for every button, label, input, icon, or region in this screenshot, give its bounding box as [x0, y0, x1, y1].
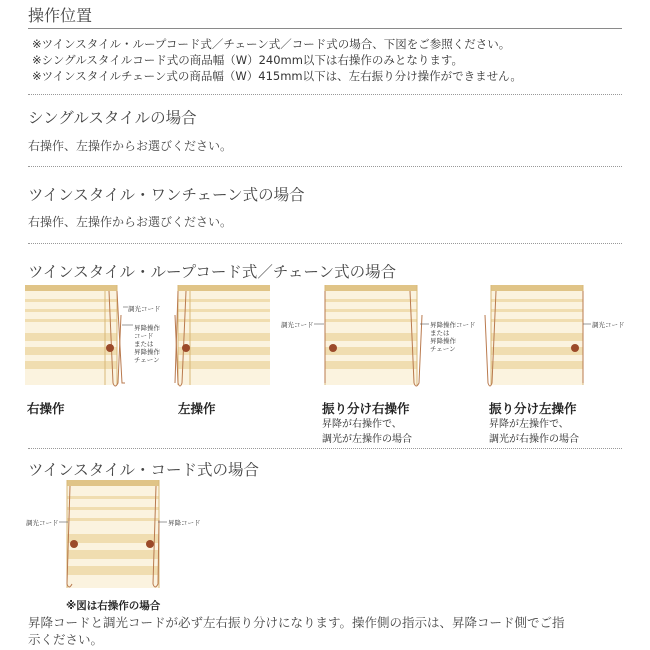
twin-one-chain-text: 右操作、左操作からお選びください。 — [28, 215, 233, 229]
divider — [28, 166, 622, 167]
cord-lift-line: 昇降操作 — [134, 348, 160, 356]
blind-diagram-split-left — [488, 285, 598, 390]
leader-line — [105, 320, 135, 330]
blind-diagram-left — [175, 285, 275, 390]
twin-cord-text-1: 昇降コードと調光コードが必ず左右振り分けになります。操作側の指示は、昇降コード側でご指 — [28, 615, 565, 630]
divider — [28, 243, 622, 244]
note-1: ※ツインスタイル・ループコード式／チェーン式／コード式の場合、下図をご参照ください。 — [32, 37, 511, 51]
cord-lift-label — [134, 324, 160, 364]
leader-line — [580, 318, 594, 328]
cord-lift-label: 昇降コード — [168, 519, 201, 527]
divider — [28, 94, 622, 95]
cord-lift-line: 昇降操作コード — [430, 321, 476, 329]
cord-lift-line: 昇降操作 — [134, 324, 160, 332]
twin-loop-heading: ツインスタイル・ループコード式／チェーン式の場合 — [28, 263, 397, 281]
leader-line — [105, 303, 135, 313]
cord-light-label: 調光コード — [26, 519, 59, 527]
diagram-label-split-left: 振り分け左操作 — [489, 401, 577, 416]
diagram-label-split-right: 振り分け右操作 — [322, 401, 410, 416]
cord-light-label: 調光コード — [592, 321, 625, 329]
leader-line — [155, 516, 169, 526]
note-3: ※ツインスタイルチェーン式の商品幅（W）415mm以下は、左右振り分け操作ができません。 — [32, 69, 522, 83]
knob-icon — [329, 344, 337, 352]
knob-icon — [571, 344, 579, 352]
cord-lift-line: または — [430, 329, 450, 337]
single-text: 右操作、左操作からお選びください。 — [28, 139, 233, 153]
page-title: 操作位置 — [28, 6, 93, 25]
cord-light-label: 調光コード — [128, 305, 161, 313]
cord-lift-line: コード — [134, 332, 154, 340]
blind-diagram-cord — [64, 480, 164, 595]
leader-line — [58, 516, 72, 526]
title-divider — [28, 28, 622, 29]
twin-cord-heading: ツインスタイル・コード式の場合 — [28, 461, 259, 479]
twin-one-chain-heading: ツインスタイル・ワンチェーン式の場合 — [28, 186, 305, 204]
knob-icon — [182, 344, 190, 352]
diagram-caption: ※図は右操作の場合 — [66, 600, 161, 612]
single-heading: シングルスタイルの場合 — [28, 109, 197, 127]
cord-light-label: 調光コード — [281, 321, 314, 329]
blind-diagram-right — [25, 285, 125, 390]
knob-icon — [106, 344, 114, 352]
cord-lift-line: チェーン — [430, 345, 456, 353]
leader-line — [418, 318, 432, 328]
cord-lift-label — [430, 321, 476, 353]
twin-cord-text-2: 示ください。 — [28, 632, 104, 647]
diagram-sub-1: 昇降が右操作で、 — [322, 419, 402, 430]
diagram-sub-2: 調光が右操作の場合 — [489, 434, 579, 445]
diagram-sub-1: 昇降が左操作で、 — [489, 419, 569, 430]
divider — [28, 448, 622, 449]
cord-lift-line: チェーン — [134, 356, 160, 364]
diagram-sub-2: 調光が左操作の場合 — [322, 434, 412, 445]
diagram-label-right: 右操作 — [27, 401, 65, 416]
cord-lift-line: 昇降操作 — [430, 337, 456, 345]
leader-line — [312, 318, 332, 328]
blind-diagram-split-right — [322, 285, 432, 390]
knob-icon — [70, 540, 78, 548]
diagram-label-left: 左操作 — [178, 401, 216, 416]
note-2: ※シングルスタイルコード式の商品幅（W）240mm以下は右操作のみとなります。 — [32, 53, 463, 67]
knob-icon — [146, 540, 154, 548]
cord-lift-line: または — [134, 340, 154, 348]
